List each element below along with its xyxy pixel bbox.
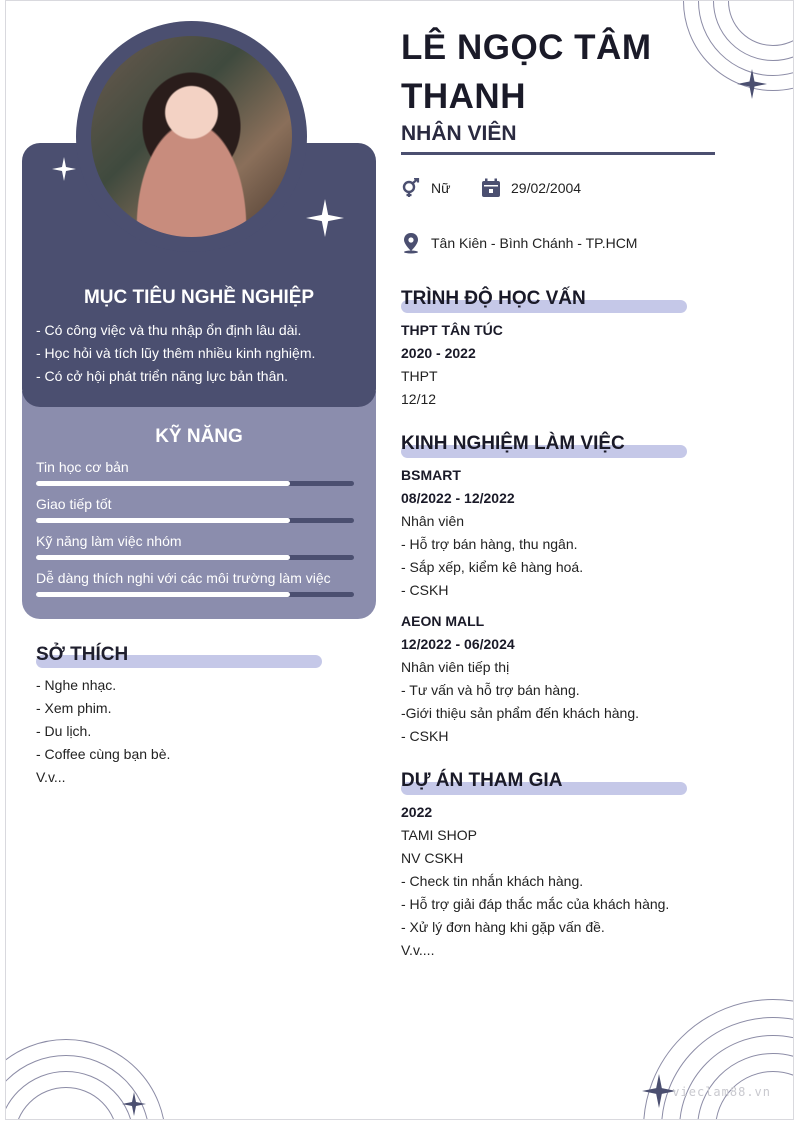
sparkle-icon [737,69,767,99]
skill-item [36,496,354,523]
education-detail: 12/12 [401,391,437,407]
hobby-item: V.v... [36,769,66,785]
job-task: - Tư vấn và hỗ trợ bán hàng. [401,682,580,698]
project-task: - Hỗ trợ giải đáp thắc mắc của khách hàng. [401,896,670,912]
company-name: BSMART [401,467,461,483]
education-block [401,319,503,411]
sparkle-icon [306,199,344,237]
project-block [401,801,669,962]
job-role: Nhân viên [401,513,465,529]
skill-label: Tin học cơ bản [36,459,129,475]
objective-text [36,319,315,388]
job-position: NHÂN VIÊN [401,122,517,145]
job-task: -Giới thiệu sản phẩm đến khách hàng. [401,705,639,721]
sparkle-icon [642,1074,676,1108]
skill-bar [36,555,354,560]
skills-title: KỸ NĂNG [155,426,243,447]
school-name: THPT TÂN TÚC [401,322,503,338]
gender-info [401,178,450,198]
project-year: 2022 [401,804,433,820]
full-name [401,23,651,121]
birthday-info [481,178,581,198]
calendar-icon [481,178,501,198]
skill-bar [36,518,354,523]
experience-job [401,464,583,602]
skill-label: Giao tiếp tốt [36,496,112,512]
experience-job [401,610,639,748]
project-name: TAMI SHOP [401,827,477,843]
hobby-item: - Du lịch. [36,723,92,739]
skill-item [36,533,354,560]
skill-bar-fill [36,481,290,486]
hobbies-list [36,674,170,789]
company-name: AEON MALL [401,613,485,629]
education-detail: THPT [401,368,438,384]
skill-item [36,459,354,486]
profile-photo [91,36,292,237]
job-period: 12/2022 - 06/2024 [401,636,515,652]
skill-bar [36,481,354,486]
project-role: NV CSKH [401,850,464,866]
project-task: V.v.... [401,942,435,958]
objective-line: - Có công việc và thu nhập ổn định lâu dài. [36,322,302,338]
job-role: Nhân viên tiếp thị [401,659,510,675]
skill-bar-fill [36,555,290,560]
skill-bar [36,592,354,597]
job-task: - Sắp xếp, kiểm kê hàng hoá. [401,559,584,575]
job-task: - CSKH [401,728,449,744]
address-info [401,232,637,254]
skill-item [36,570,354,597]
sparkle-icon [52,157,76,181]
job-task: - CSKH [401,582,449,598]
education-title: TRÌNH ĐỘ HỌC VẤN [401,288,586,309]
sparkle-icon [122,1092,146,1116]
cv-page [5,0,794,1120]
project-task: - Check tin nhắn khách hàng. [401,873,584,889]
watermark: vieclam88.vn [672,1085,771,1099]
header-divider [401,152,715,155]
project-task: - Xử lý đơn hàng khi gặp vấn đề. [401,919,605,935]
objective-line: - Học hỏi và tích lũy thêm nhiều kinh nghiệm. [36,345,316,361]
hobby-item: - Coffee cùng bạn bè. [36,746,171,762]
objective-title: MỤC TIÊU NGHỀ NGHIỆP [83,287,315,308]
objective-line: - Có cở hội phát triển năng lực bản thân. [36,368,289,384]
skill-label: Kỹ năng làm việc nhóm [36,533,182,549]
birthday-value: 29/02/2004 [511,180,582,196]
gender-icon [401,178,421,198]
skill-bar-fill [36,592,290,597]
education-period: 2020 - 2022 [401,345,476,361]
job-task: - Hỗ trợ bán hàng, thu ngân. [401,536,578,552]
skill-label: Dễ dàng thích nghi với các môi trường làm việc [36,570,331,586]
hobby-item: - Nghe nhạc. [36,677,117,693]
hobbies-title: SỞ THÍCH [36,644,129,665]
projects-title: DỰ ÁN THAM GIA [401,770,563,791]
location-pin-icon [401,232,421,254]
name-line: LÊ NGỌC TÂM [401,28,652,67]
name-line: THANH [401,77,526,116]
skill-bar-fill [36,518,290,523]
address-value: Tân Kiên - Bình Chánh - TP.HCM [431,235,638,251]
gender-value: Nữ [431,180,451,196]
experience-title: KINH NGHIỆM LÀM VIỆC [401,433,625,454]
hobby-item: - Xem phim. [36,700,112,716]
job-period: 08/2022 - 12/2022 [401,490,515,506]
